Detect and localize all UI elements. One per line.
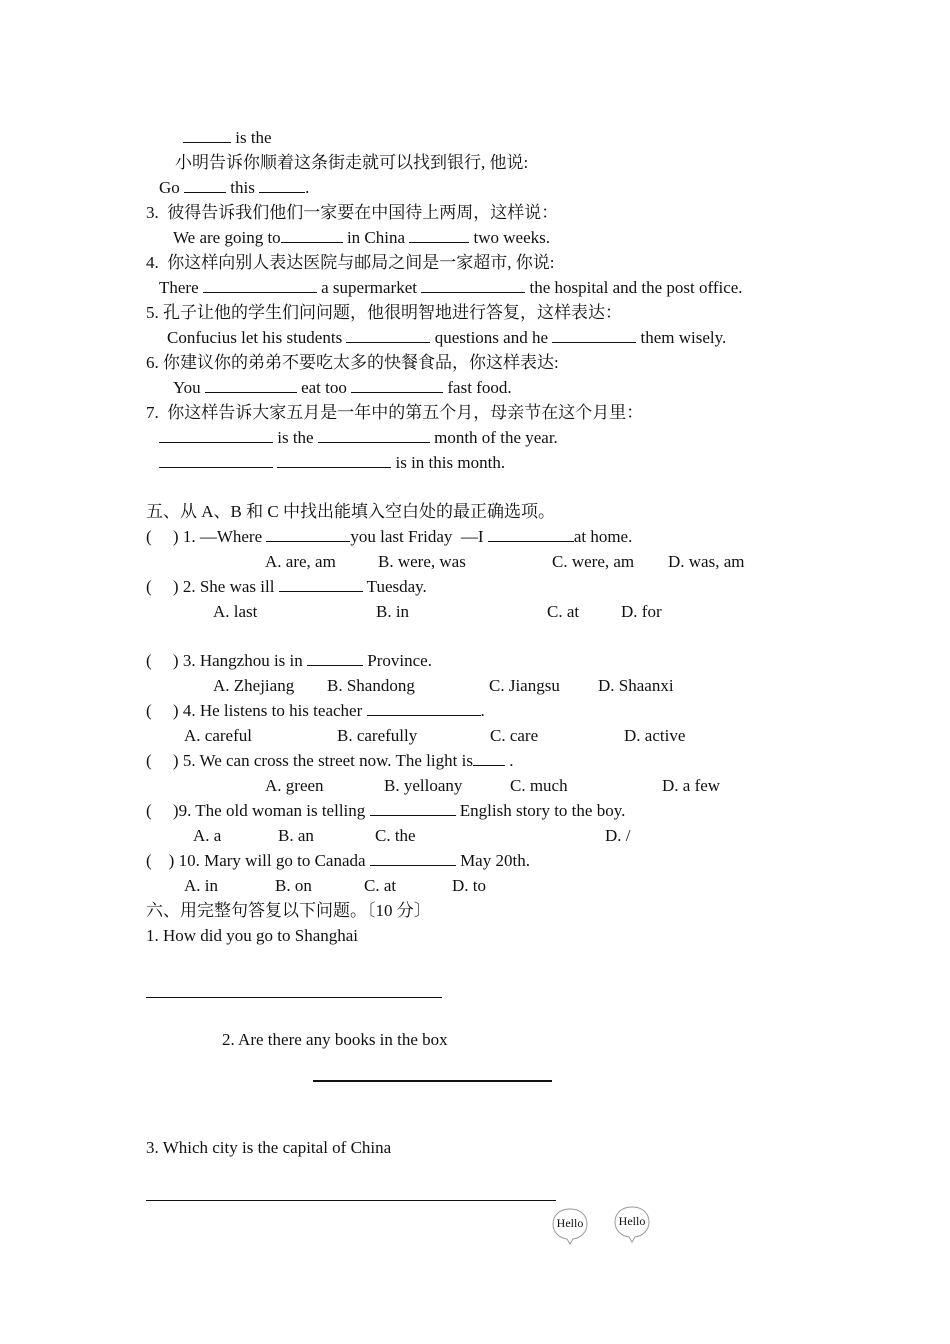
s6-q3: 3. Which city is the capital of China: [146, 1138, 392, 1157]
blank[interactable]: [488, 526, 574, 542]
s5-q1-opt-c[interactable]: C. were, am: [552, 552, 635, 571]
s5-q3-opt-d[interactable]: D. Shaanxi: [598, 676, 674, 695]
blank[interactable]: [351, 377, 443, 393]
hello-text: Hello: [618, 1214, 646, 1228]
s5-q3: ( ) 3. Hangzhou is in Province.: [146, 651, 432, 670]
blank[interactable]: [184, 177, 226, 193]
s5-q5-opt-c[interactable]: C. much: [510, 776, 568, 795]
hello-text: Hello: [556, 1216, 584, 1230]
s5-q4-opt-d[interactable]: D. active: [624, 726, 686, 745]
q6-english: You eat too fast food.: [173, 378, 512, 397]
s6-q1-answer-line[interactable]: [146, 997, 442, 998]
blank[interactable]: [203, 277, 317, 293]
q7-chinese: 7. 你这样告诉大家五月是一年中的第五个月，母亲节在这个月里：: [146, 403, 644, 422]
q6-chinese: 6. 你建议你的弟弟不要吃太多的快餐食品，你这样表达:: [146, 353, 559, 372]
q5-chinese: 5. 孔子让他的学生们问问题，他很明智地进行答复，这样表达：: [146, 303, 622, 322]
s5-q4-opt-c[interactable]: C. care: [490, 726, 539, 745]
blank[interactable]: [205, 377, 297, 393]
s5-q9-opt-c[interactable]: C. the: [375, 826, 416, 845]
s6-q2: 2. Are there any books in the box: [222, 1030, 448, 1049]
blank[interactable]: [473, 750, 505, 766]
s5-q2-opt-b[interactable]: B. in: [376, 602, 410, 621]
q5-english: Confucius let his students questions and he them wisely.: [167, 328, 727, 347]
s5-q4: ( ) 4. He listens to his teacher .: [146, 701, 485, 720]
s4-line1: is the: [183, 127, 272, 149]
s5-q4-opt-a[interactable]: A. careful: [184, 726, 252, 745]
s5-q2-opt-a[interactable]: A. last: [213, 602, 258, 621]
q7-english-2: is in this month.: [159, 452, 505, 474]
s5-q10-opt-d[interactable]: D. to: [452, 876, 486, 895]
s4-line3: Go this .: [159, 178, 310, 197]
s6-q1: 1. How did you go to Shanghai: [146, 926, 359, 945]
s5-q9-opt-a[interactable]: A. a: [193, 826, 222, 845]
s5-q2-opt-d[interactable]: D. for: [621, 602, 662, 621]
s5-q5: ( ) 5. We can cross the street now. The light is .: [146, 751, 514, 770]
s5-q10-opt-b[interactable]: B. on: [275, 876, 312, 895]
s5-q10: ( ) 10. Mary will go to Canada May 20th.: [146, 851, 530, 870]
blank[interactable]: [183, 127, 231, 143]
q4-chinese: 4. 你这样向别人表达医院与邮局之间是一家超市, 你说:: [146, 253, 555, 272]
blank[interactable]: [159, 452, 273, 468]
blank[interactable]: [421, 277, 525, 293]
q3-chinese: 3. 彼得告诉我们他们一家要在中国待上两周，这样说：: [146, 203, 559, 222]
s5-q1-opt-a[interactable]: A. are, am: [265, 552, 336, 571]
blank[interactable]: [318, 427, 430, 443]
blank[interactable]: [370, 800, 456, 816]
blank[interactable]: [552, 327, 636, 343]
blank[interactable]: [259, 177, 305, 193]
section5-title: 五、从 A、B 和 C 中找出能填入空白处的最正确选项。: [146, 502, 555, 521]
blank[interactable]: [409, 227, 469, 243]
hello-bubble-left: [551, 1207, 589, 1245]
blank[interactable]: [370, 850, 456, 866]
s5-q10-opt-c[interactable]: C. at: [364, 876, 397, 895]
blank[interactable]: [159, 427, 273, 443]
s4-line2: 小明告诉你顺着这条街走就可以找到银行, 他说:: [175, 153, 529, 172]
q7-english-1: is the month of the year.: [159, 427, 558, 449]
s5-q5-opt-b[interactable]: B. yelloany: [384, 776, 463, 795]
s5-q1-opt-b[interactable]: B. were, was: [378, 552, 466, 571]
blank[interactable]: [281, 227, 343, 243]
blank[interactable]: [307, 650, 363, 666]
s5-q9-opt-d[interactable]: D. /: [605, 826, 631, 845]
s5-q1: ( ) 1. —Where you last Friday —I at home.: [146, 527, 633, 546]
s5-q3-opt-c[interactable]: C. Jiangsu: [489, 676, 560, 695]
blank[interactable]: [277, 452, 391, 468]
s5-q3-opt-a[interactable]: A. Zhejiang: [213, 676, 295, 695]
s5-q4-opt-b[interactable]: B. carefully: [337, 726, 418, 745]
s5-q5-opt-d[interactable]: D. a few: [662, 776, 721, 795]
s5-q10-opt-a[interactable]: A. in: [184, 876, 218, 895]
q3-english: We are going to in China two weeks.: [173, 228, 551, 247]
s6-q2-answer-line[interactable]: [313, 1080, 552, 1082]
blank[interactable]: [266, 526, 350, 542]
s5-q1-opt-d[interactable]: D. was, am: [668, 552, 745, 571]
blank[interactable]: [346, 327, 430, 343]
hello-bubble-right: [613, 1205, 651, 1243]
section6-title: 六、用完整句答复以下问题。〔10 分〕: [146, 901, 431, 920]
s5-q2: ( ) 2. She was ill Tuesday.: [146, 577, 427, 596]
s5-q5-opt-a[interactable]: A. green: [265, 776, 324, 795]
s5-q2-opt-c[interactable]: C. at: [547, 602, 580, 621]
s5-q9-opt-b[interactable]: B. an: [278, 826, 314, 845]
q4-english: There a supermarket the hospital and the post office.: [159, 278, 743, 297]
s6-q3-answer-line[interactable]: [146, 1200, 556, 1201]
blank[interactable]: [279, 576, 363, 592]
s5-q3-opt-b[interactable]: B. Shandong: [327, 676, 415, 695]
blank[interactable]: [367, 700, 481, 716]
s5-q9: ( )9. The old woman is telling English story to the boy.: [146, 801, 626, 820]
